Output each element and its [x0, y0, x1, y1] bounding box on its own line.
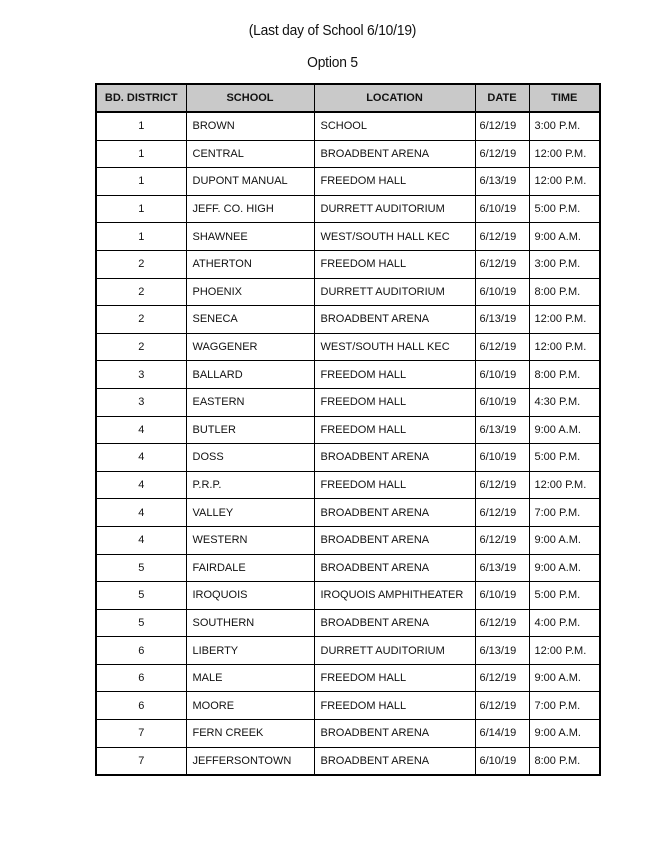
- cell-school: SHAWNEE: [186, 223, 314, 251]
- table-row: [96, 388, 600, 416]
- cell-time: 7:00 P.M.: [529, 692, 600, 720]
- cell-time: 8:00 P.M.: [529, 361, 600, 389]
- option-label: Option 5: [307, 54, 358, 71]
- cell-time: 4:30 P.M.: [529, 388, 600, 416]
- cell-district: 2: [96, 333, 186, 361]
- cell-district: 5: [96, 554, 186, 582]
- table-row: [96, 526, 600, 554]
- cell-date: 6/13/19: [475, 637, 529, 665]
- cell-time: 3:00 P.M.: [529, 112, 600, 140]
- table-row: [96, 582, 600, 610]
- cell-location: BROADBENT ARENA: [314, 526, 475, 554]
- table-row: [96, 499, 600, 527]
- cell-date: 6/10/19: [475, 582, 529, 610]
- cell-time: 5:00 P.M.: [529, 444, 600, 472]
- table-row: [96, 223, 600, 251]
- table-row: [96, 250, 600, 278]
- cell-location: FREEDOM HALL: [314, 471, 475, 499]
- cell-school: ATHERTON: [186, 250, 314, 278]
- cell-school: DOSS: [186, 444, 314, 472]
- cell-location: FREEDOM HALL: [314, 416, 475, 444]
- cell-district: 4: [96, 499, 186, 527]
- cell-school: DUPONT MANUAL: [186, 168, 314, 196]
- cell-time: 7:00 P.M.: [529, 499, 600, 527]
- column-header-location: LOCATION: [314, 84, 475, 112]
- cell-date: 6/10/19: [475, 361, 529, 389]
- cell-school: WAGGENER: [186, 333, 314, 361]
- cell-school: P.R.P.: [186, 471, 314, 499]
- cell-district: 4: [96, 471, 186, 499]
- cell-date: 6/10/19: [475, 444, 529, 472]
- cell-school: VALLEY: [186, 499, 314, 527]
- table-row: [96, 168, 600, 196]
- cell-location: BROADBENT ARENA: [314, 609, 475, 637]
- table-row: [96, 306, 600, 334]
- cell-time: 9:00 A.M.: [529, 554, 600, 582]
- cell-district: 4: [96, 526, 186, 554]
- cell-date: 6/10/19: [475, 195, 529, 223]
- cell-time: 12:00 P.M.: [529, 168, 600, 196]
- cell-location: BROADBENT ARENA: [314, 306, 475, 334]
- cell-location: FREEDOM HALL: [314, 361, 475, 389]
- cell-time: 9:00 A.M.: [529, 223, 600, 251]
- cell-school: IROQUOIS: [186, 582, 314, 610]
- table-row: [96, 692, 600, 720]
- cell-time: 4:00 P.M.: [529, 609, 600, 637]
- column-header-school: SCHOOL: [186, 84, 314, 112]
- cell-location: DURRETT AUDITORIUM: [314, 637, 475, 665]
- cell-district: 1: [96, 223, 186, 251]
- table-row: [96, 195, 600, 223]
- cell-district: 2: [96, 306, 186, 334]
- cell-date: 6/12/19: [475, 526, 529, 554]
- cell-date: 6/10/19: [475, 278, 529, 306]
- cell-date: 6/12/19: [475, 250, 529, 278]
- cell-school: BROWN: [186, 112, 314, 140]
- table-row: [96, 278, 600, 306]
- cell-time: 5:00 P.M.: [529, 195, 600, 223]
- graduation-schedule-table: [95, 83, 601, 776]
- cell-date: 6/14/19: [475, 720, 529, 748]
- cell-date: 6/13/19: [475, 306, 529, 334]
- cell-time: 9:00 A.M.: [529, 720, 600, 748]
- cell-location: BROADBENT ARENA: [314, 554, 475, 582]
- table-row: [96, 416, 600, 444]
- cell-time: 12:00 P.M.: [529, 140, 600, 168]
- cell-school: SOUTHERN: [186, 609, 314, 637]
- cell-district: 2: [96, 278, 186, 306]
- table-row: [96, 554, 600, 582]
- table-row: [96, 444, 600, 472]
- cell-date: 6/12/19: [475, 692, 529, 720]
- cell-time: 3:00 P.M.: [529, 250, 600, 278]
- cell-school: MOORE: [186, 692, 314, 720]
- table-row: [96, 637, 600, 665]
- cell-time: 12:00 P.M.: [529, 333, 600, 361]
- cell-location: WEST/SOUTH HALL KEC: [314, 223, 475, 251]
- cell-school: JEFF. CO. HIGH: [186, 195, 314, 223]
- cell-school: FAIRDALE: [186, 554, 314, 582]
- cell-date: 6/10/19: [475, 388, 529, 416]
- cell-district: 1: [96, 112, 186, 140]
- cell-location: BROADBENT ARENA: [314, 747, 475, 775]
- cell-location: BROADBENT ARENA: [314, 720, 475, 748]
- cell-school: PHOENIX: [186, 278, 314, 306]
- cell-school: WESTERN: [186, 526, 314, 554]
- cell-school: CENTRAL: [186, 140, 314, 168]
- cell-date: 6/13/19: [475, 416, 529, 444]
- cell-district: 6: [96, 692, 186, 720]
- cell-district: 4: [96, 416, 186, 444]
- cell-location: BROADBENT ARENA: [314, 444, 475, 472]
- cell-date: 6/12/19: [475, 112, 529, 140]
- cell-school: LIBERTY: [186, 637, 314, 665]
- cell-location: SCHOOL: [314, 112, 475, 140]
- column-header-time: TIME: [529, 84, 600, 112]
- cell-district: 6: [96, 637, 186, 665]
- column-header-date: DATE: [475, 84, 529, 112]
- cell-school: JEFFERSONTOWN: [186, 747, 314, 775]
- cell-time: 8:00 P.M.: [529, 747, 600, 775]
- table-body: [96, 112, 600, 775]
- cell-location: FREEDOM HALL: [314, 692, 475, 720]
- table-row: [96, 747, 600, 775]
- cell-location: DURRETT AUDITORIUM: [314, 278, 475, 306]
- cell-location: BROADBENT ARENA: [314, 499, 475, 527]
- cell-location: DURRETT AUDITORIUM: [314, 195, 475, 223]
- cell-time: 5:00 P.M.: [529, 582, 600, 610]
- cell-school: FERN CREEK: [186, 720, 314, 748]
- cell-time: 8:00 P.M.: [529, 278, 600, 306]
- cell-date: 6/13/19: [475, 554, 529, 582]
- cell-school: SENECA: [186, 306, 314, 334]
- cell-district: 5: [96, 582, 186, 610]
- cell-district: 7: [96, 747, 186, 775]
- table-row: [96, 361, 600, 389]
- cell-time: 12:00 P.M.: [529, 471, 600, 499]
- cell-time: 9:00 A.M.: [529, 664, 600, 692]
- cell-location: FREEDOM HALL: [314, 664, 475, 692]
- document-subtitle: (Last day of School 6/10/19): [248, 22, 417, 39]
- cell-time: 12:00 P.M.: [529, 306, 600, 334]
- cell-district: 7: [96, 720, 186, 748]
- cell-date: 6/13/19: [475, 168, 529, 196]
- cell-time: 12:00 P.M.: [529, 637, 600, 665]
- cell-district: 4: [96, 444, 186, 472]
- cell-date: 6/12/19: [475, 140, 529, 168]
- cell-district: 1: [96, 195, 186, 223]
- cell-time: 9:00 A.M.: [529, 416, 600, 444]
- cell-date: 6/10/19: [475, 747, 529, 775]
- cell-date: 6/12/19: [475, 499, 529, 527]
- cell-district: 2: [96, 250, 186, 278]
- header-row: [96, 84, 600, 112]
- cell-date: 6/12/19: [475, 609, 529, 637]
- cell-school: BUTLER: [186, 416, 314, 444]
- column-header-district: BD. DISTRICT: [96, 84, 186, 112]
- cell-district: 5: [96, 609, 186, 637]
- cell-location: FREEDOM HALL: [314, 250, 475, 278]
- cell-location: FREEDOM HALL: [314, 168, 475, 196]
- cell-district: 3: [96, 361, 186, 389]
- table-row: [96, 333, 600, 361]
- cell-location: WEST/SOUTH HALL KEC: [314, 333, 475, 361]
- cell-date: 6/12/19: [475, 471, 529, 499]
- cell-school: BALLARD: [186, 361, 314, 389]
- cell-school: EASTERN: [186, 388, 314, 416]
- cell-date: 6/12/19: [475, 664, 529, 692]
- cell-location: BROADBENT ARENA: [314, 140, 475, 168]
- table-row: [96, 471, 600, 499]
- table-row: [96, 112, 600, 140]
- cell-location: FREEDOM HALL: [314, 388, 475, 416]
- cell-location: IROQUOIS AMPHITHEATER: [314, 582, 475, 610]
- cell-district: 3: [96, 388, 186, 416]
- table-header: [96, 84, 600, 112]
- cell-district: 6: [96, 664, 186, 692]
- table-row: [96, 609, 600, 637]
- cell-school: MALE: [186, 664, 314, 692]
- cell-district: 1: [96, 168, 186, 196]
- table-row: [96, 720, 600, 748]
- cell-district: 1: [96, 140, 186, 168]
- table-row: [96, 664, 600, 692]
- cell-date: 6/12/19: [475, 333, 529, 361]
- table-row: [96, 140, 600, 168]
- cell-time: 9:00 A.M.: [529, 526, 600, 554]
- cell-date: 6/12/19: [475, 223, 529, 251]
